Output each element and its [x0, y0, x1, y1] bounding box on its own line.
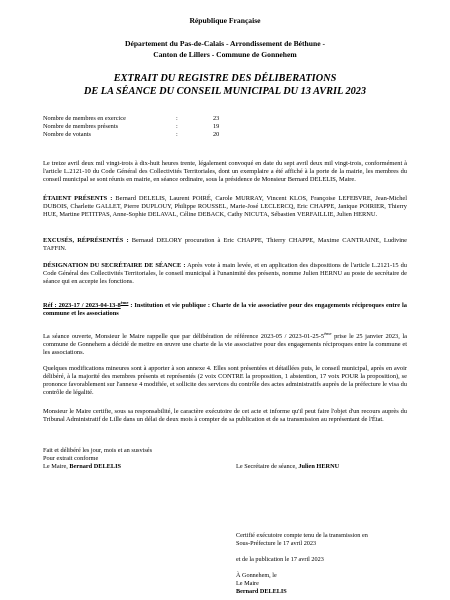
members-value: 19: [213, 123, 220, 130]
body-p1-start: La séance ouverte, Monsieur le Maire rappelle que par délibération de référence 2023-05 / 2023-01-25-5: [43, 333, 325, 341]
cert-line-1: Certifié exécutoire compte tenu de la transmission en: [236, 532, 368, 539]
body-paragraph-2: Quelques modifications mineures sont à apporter à son annexe 4. Elles sont présentées et détaillées puis, le conseil municipal, après en avoir délibéré, à la majorité des membres présents et représentés (2 voix CONTRE la proposition, 1 abstention, 17 voix POUR la proposition), se prononce favorablement sur l'annexe 4 modifiée, et sollicite des services du contrôle des actes administratifs auprès de la préfecture le visa du contrôle de légalité.: [43, 365, 407, 397]
cert-line-4: À Gonnehem, le: [236, 572, 277, 579]
body-paragraph-1: [43, 330, 407, 357]
department-heading: [60, 39, 390, 60]
members-value: 23: [213, 115, 220, 122]
members-row: [43, 115, 293, 123]
mayor-line: [43, 463, 233, 471]
republic-heading: République Française: [189, 16, 261, 25]
present-label: ÉTAIENT PRÉSENTS :: [43, 195, 113, 202]
body-paragraph-3: Monsieur le Maire certifie, sous sa responsabilité, le caractère exécutoire de cet acte et informe qu'il peut faire l'objet d'un recours auprès du Tribunal Administratif de Lille dans un délai de deux mois à compter de sa publication et de sa transmission au représentant de l'État.: [43, 408, 407, 424]
secretary-signature-block: [236, 463, 416, 471]
cert-line-6: Bernard DELELIS: [236, 588, 287, 595]
members-label: Nombre de membres en exercice: [43, 115, 126, 122]
secretary-paragraph: [43, 262, 407, 286]
members-row: [43, 123, 293, 131]
copy-line: Pour extrait conforme: [43, 455, 99, 462]
members-sep: :: [176, 131, 178, 138]
members-value: 20: [213, 131, 220, 138]
done-line: Fait et délibéré les jour, mois et an susvisés: [43, 447, 153, 454]
excused-text: Bernaud DELORY procuration à Eric CHAPPE, Thierry CHAPPE, Maxime CANTRAINE, Ludivine TAFFIN.: [43, 237, 408, 253]
certification-block: [236, 532, 426, 596]
secretary-prefix: Le Secrétaire de séance,: [236, 463, 299, 470]
members-label: Nombre de votants: [43, 131, 91, 138]
extract-title-line-2: DE LA SÉANCE DU CONSEIL MUNICIPAL DU 13 AVRIL 2023: [83, 86, 367, 97]
reference-text: : Institution et vie publique : Charte de la vie associative pour des engagements réciproques entre la commune et les associations: [43, 302, 407, 318]
extract-title-line-1: EXTRAIT DU REGISTRE DES DÉLIBERATIONS: [113, 73, 337, 84]
secretary-text: Après vote à main levée, et en application des dispositions de l'article L.2121-15 du Code Général des Collectivités Territoriales, le conseil municipal à l'unanimité des présents, nomme Julien HERNU au poste de secrétaire de séance qui en accepte les fonctions.: [43, 262, 407, 286]
members-table: [43, 115, 293, 139]
cert-line-2: Sous-Préfecture le 17 avril 2023: [236, 540, 317, 547]
mayor-name: Bernard DELELIS: [69, 463, 122, 470]
present-text: Bernard DELELIS, Laurent POIRÉ, Carole MURRAY, Vincent KLOS, Françoise LEFEBVRE, Jean-Michel DUBOIS, Charlette GALLET, Pierre DUPLOUY, Philippe ROUSSEL, Marie-José LECLERCQ, Eric CHAPPE, Janique POIRIER, Thierry HUE, Martine PETITPAS, Anne-Sophie DELAVAL, Céline DEBACK, Cathy NICUTA, Sébastien VERFAILLIE, Julien HERNU.: [43, 195, 407, 219]
mayor-prefix: Le Maire,: [43, 463, 70, 470]
intro-paragraph: Le treize avril deux mil vingt-trois à dix-huit heures trente, légalement convoqué en date du sept avril deux mil vingt-trois, conformément à l'article L.2121-10 du Code Général des Collectivités Territoriales, dont un exemplaire a été affiché à la porte de la mairie, les membres du conseil municipal se sont réunis en mairie, en séance ordinaire, sous la présidence de Monsieur Bernard DELELIS, Maire.: [43, 160, 407, 184]
members-sep: :: [176, 123, 178, 130]
department-line-2: Canton de Lillers - Commune de Gonnehem: [153, 49, 297, 59]
reference-sup: ème: [120, 300, 129, 305]
present-paragraph: [43, 195, 407, 219]
cert-line-5: Le Maire: [236, 580, 259, 587]
reference-heading: [43, 299, 407, 318]
cert-line-3: et de la publication le 17 avril 2023: [236, 556, 324, 563]
members-label: Nombre de membres présents: [43, 123, 119, 130]
excused-label: EXCUSÉS, RÉPRÉSENTÉS :: [43, 237, 129, 244]
mayor-signature-block: [43, 447, 233, 471]
body-p1-sup: ème: [324, 331, 332, 336]
reference-label: Réf : 2023-17 / 2023-04-13-8: [43, 302, 121, 310]
extract-title: [30, 72, 420, 98]
cert-spacer: [236, 548, 426, 556]
secretary-label: DÉSIGNATION DU SECRÉTAIRE DE SÉANCE :: [43, 262, 186, 269]
excused-paragraph: [43, 237, 407, 253]
cert-spacer: [236, 564, 426, 572]
body-p1-end: prise le 25 janvier 2023, la commune de Gonnehem a décidé de mettre en œuvre une charte de la vie associative pour des engagements réciproques entre la commune et les associations.: [43, 333, 408, 357]
department-line-1: Département du Pas-de-Calais - Arrondissement de Béthune -: [124, 39, 326, 48]
members-row: [43, 131, 293, 139]
secretary-name: Julien HERNU: [298, 463, 340, 470]
members-sep: :: [176, 115, 178, 122]
